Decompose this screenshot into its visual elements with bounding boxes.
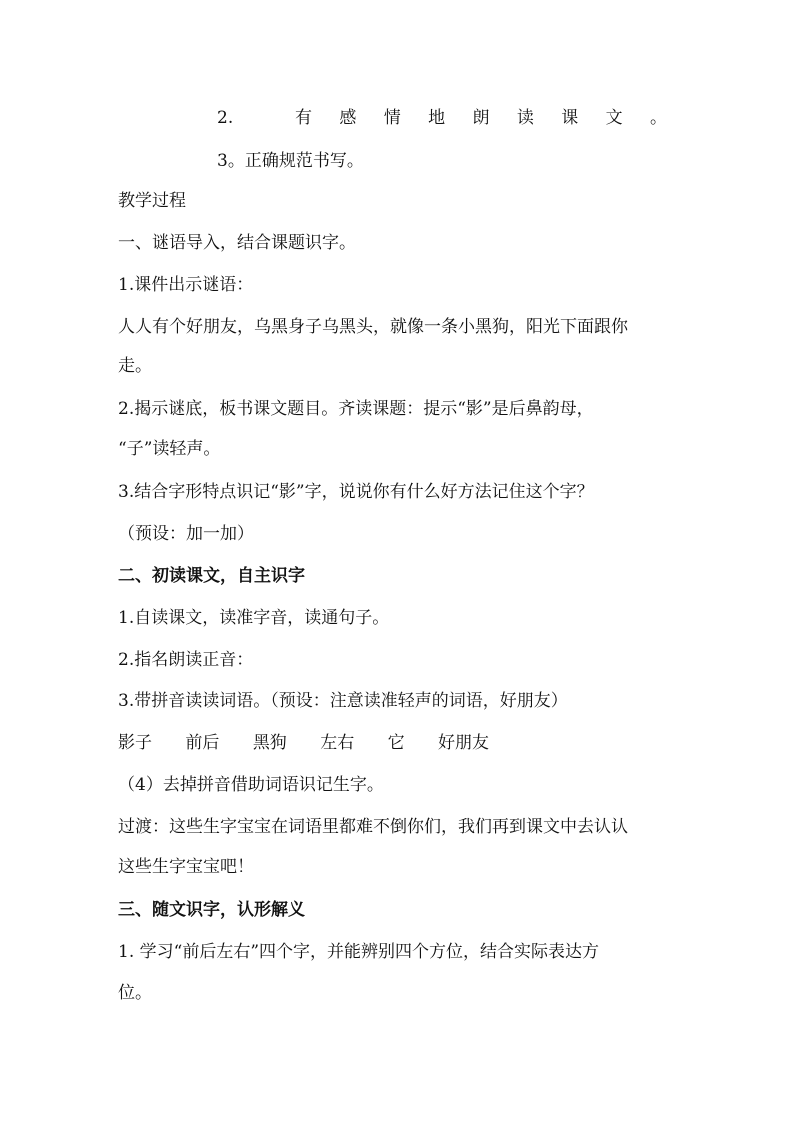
objective-line-2	[217, 107, 667, 129]
vocabulary-word: 左右	[320, 733, 355, 753]
vocabulary-word: 好朋友	[438, 733, 490, 753]
section2-item4: （4）去掉拼音借助词语识记生字。	[118, 775, 384, 795]
vocabulary-word: 前后	[185, 733, 220, 753]
objective-char: 有	[295, 108, 312, 128]
section2-item2: 2.指名朗读正音：	[118, 650, 254, 670]
vocabulary-word: 影子	[118, 733, 152, 753]
section3-item1-line1: 1. 学习“前后左右”四个字，并能辨别四个方位，结合实际表达方	[118, 942, 600, 962]
section1-item2-line2: “子”读轻声。	[118, 439, 221, 459]
transition-line2: 这些生字宝宝吧！	[118, 857, 254, 877]
vocabulary-word: 它	[387, 733, 405, 753]
process-heading: 教学过程	[118, 191, 186, 211]
section1-item1: 1.课件出示谜语：	[118, 275, 254, 295]
objective-char: 。	[650, 108, 667, 128]
objective-char: 感	[339, 108, 357, 128]
section2-heading: 二、初读课文，自主识字	[118, 566, 305, 586]
section3-heading: 三、随文识字，认形解义	[118, 900, 305, 920]
section1-heading: 一、谜语导入，结合课题识字。	[118, 233, 356, 253]
vocabulary-word: 黑狗	[252, 733, 287, 753]
objective-char: 读	[516, 108, 534, 128]
vocabulary-words	[118, 732, 678, 754]
section2-item1: 1.自读课文，读准字音，读通句子。	[118, 608, 390, 628]
objective-char: 地	[428, 108, 446, 128]
section3-item1-line2: 位。	[118, 983, 152, 1003]
objective-text	[295, 107, 667, 129]
riddle-line2: 走。	[118, 356, 152, 376]
riddle-line1: 人人有个好朋友，乌黑身子乌黑头，就像一条小黑狗，阳光下面跟你	[118, 317, 628, 337]
section1-item3: 3.结合字形特点识记“影”字，说说你有什么好方法记住这个字？	[118, 482, 594, 502]
objective-char: 情	[383, 108, 401, 128]
objective-char: 课	[561, 108, 579, 128]
objective-number: 2.	[217, 108, 234, 128]
section1-item2-line1: 2.揭示谜底，板书课文题目。齐读课题：提示“影”是后鼻韵母，	[118, 399, 594, 419]
section2-item3: 3.带拼音读读词语。（预设：注意读准轻声的词语，好朋友）	[118, 691, 568, 711]
objective-line-3: 3。正确规范书写。	[217, 151, 364, 171]
transition-line1: 过渡：这些生字宝宝在词语里都难不倒你们，我们再到课文中去认认	[118, 817, 628, 837]
section1-preset: （预设：加一加）	[118, 524, 254, 544]
objective-char: 文	[605, 108, 623, 128]
objective-char: 朗	[472, 108, 490, 128]
